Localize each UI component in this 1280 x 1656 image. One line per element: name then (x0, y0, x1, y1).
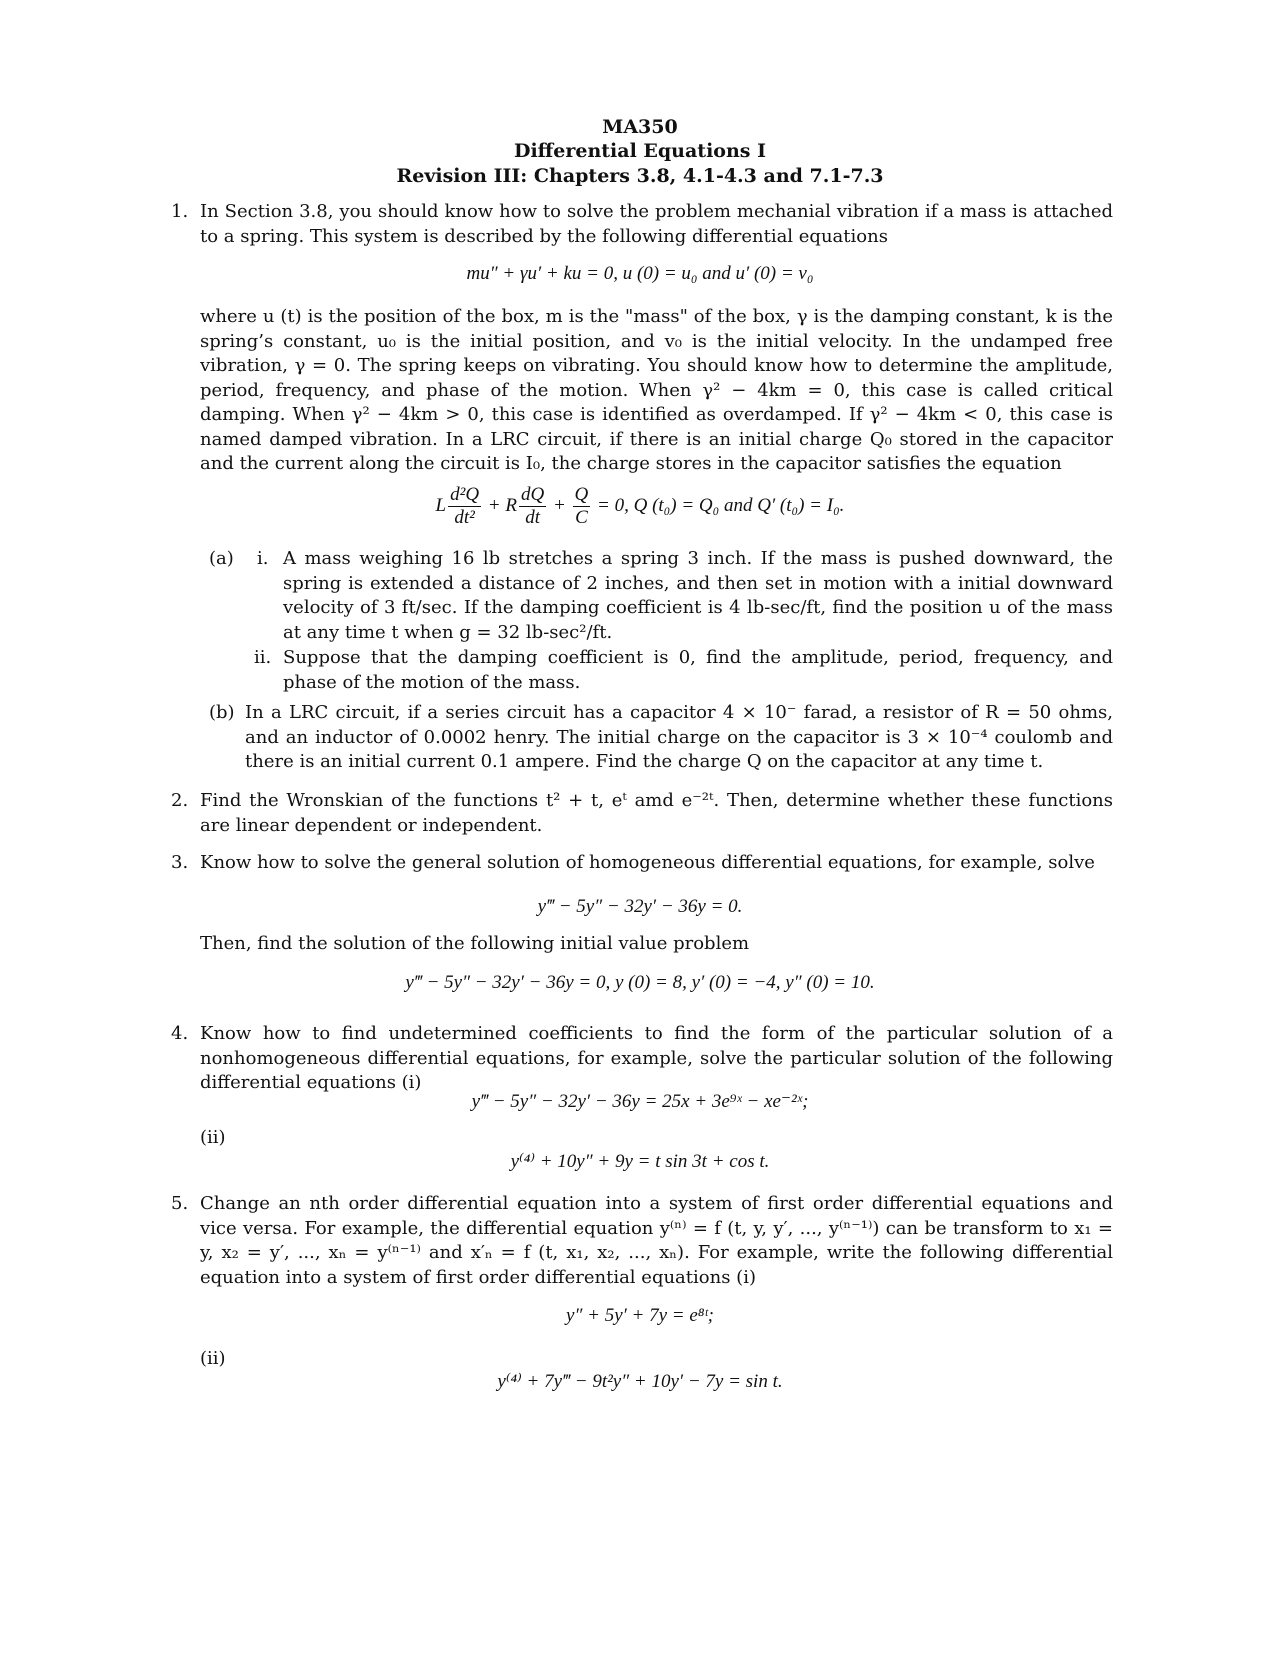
problem-3-equation: y‴ − 5y″ − 32y′ − 36y = 0. (537, 896, 743, 917)
part-a-i-text: A mass weighing 16 lb stretches a spring 3 inch. If the mass is pushed downward, the spring is extended a distance of 2 inches, and then set in motion with a initial downward velocity of 3 ft/sec. If the damping coefficient is 4 lb-sec/ft, find the position u of the mass at any time t when g = 32 lb-sec²/ft. (283, 548, 1113, 643)
frac-denominator: C (575, 507, 588, 528)
problem-5-text: Change an nth order differential equation into a system of first order differential equations and vice versa. For example, the differential equation y⁽ⁿ⁾ = f (t, y, y′, ..., y⁽ⁿ⁻¹⁾) can be transform to x₁ = y, x₂ = y′, ..., xₙ = y⁽ⁿ⁻¹⁾ and x′ₙ = f (t, x₁, x₂, ..., xₙ). For example, write the following differential equation into a system of first order differential equations (i) (200, 1193, 1113, 1288)
lrc-second-derivative (448, 484, 481, 529)
problem-1-number: 1. (171, 201, 189, 222)
problem-1-vibration-equation: mu″ + γu′ + ku = 0, u (0) = u₀ and u′ (0) = v₀ (466, 263, 814, 284)
problem-3-ivp-equation: y‴ − 5y″ − 32y′ − 36y = 0, y (0) = 8, y′ (0) = −4, y″ (0) = 10. (405, 972, 875, 993)
part-b-text: In a LRC circuit, if a series circuit has a capacitor 4 × 10⁻ farad, a resistor of R = 50 ohms, and an inductor of 0.0002 henry. The initial charge on the capacitor is 3 × 10⁻⁴ coulomb and there is an initial current 0.1 ampere. Find the charge Q on the capacitor at any time t. (245, 702, 1113, 772)
problem-2-number: 2. (171, 790, 189, 811)
lrc-first-derivative (519, 484, 546, 529)
course-code: MA350 (602, 116, 678, 138)
part-a-ii-text: Suppose that the damping coefficient is 0, find the amplitude, period, frequency, and phase of the motion of the mass. (283, 647, 1113, 693)
frac-numerator: dQ (520, 484, 545, 505)
problem-3-number: 3. (171, 852, 189, 873)
frac-numerator: d²Q (450, 484, 480, 505)
problem-2-text: Find the Wronskian of the functions t² + t, eᵗ amd e⁻²ᵗ. Then, determine whether these functions are linear dependent or independent. (200, 790, 1113, 836)
lrc-plus-R: + R (487, 494, 517, 516)
problem-4-equation-ii: y⁽⁴⁾ + 10y″ + 9y = t sin 3t + cos t. (510, 1151, 770, 1172)
lrc-tail: = 0, Q (t₀) = Q₀ and Q′ (t₀) = I₀. (597, 494, 845, 516)
part-b-label: (b) (209, 702, 235, 723)
part-a-ii-label: ii. (254, 647, 272, 668)
frac-numerator: Q (574, 484, 589, 505)
problem-5-equation-i: y″ + 5y′ + 7y = e⁸ᵗ; (566, 1305, 714, 1326)
lrc-L: L (435, 494, 447, 516)
course-title: Differential Equations I (513, 140, 766, 162)
lrc-plus: + (552, 494, 566, 516)
problem-3-then: Then, find the solution of the following initial value problem (200, 933, 750, 954)
lrc-capacitor-term (573, 484, 591, 529)
problem-3-text: Know how to solve the general solution of homogeneous differential equations, for example, solve (200, 852, 1095, 873)
frac-denominator: dt² (454, 507, 475, 528)
problem-1-body: where u (t) is the position of the box, m is the "mass" of the box, γ is the damping constant, k is the spring’s constant, u₀ is the initial position, and v₀ is the initial velocity. In the undamped free vibration, γ = 0. The spring keeps on vibrating. You should know how to determine the amplitude, period, frequency, and phase of the motion. When γ² − 4km = 0, this case is called critical damping. When γ² − 4km > 0, this case is identified as overdamped. If γ² − 4km < 0, this case is named damped vibration. In a LRC circuit, if there is an initial charge Q₀ stored in the capacitor and the current along the circuit is I₀, the charge stores in the capacitor satisfies the equation (200, 306, 1113, 474)
frac-denominator: dt (525, 507, 540, 528)
part-a-i-label: i. (257, 548, 269, 569)
problem-4-ii-label: (ii) (200, 1127, 226, 1148)
problem-4-equation-i: y‴ − 5y″ − 32y′ − 36y = 25x + 3e⁹ˣ − xe⁻²ˣ; (471, 1091, 809, 1112)
problem-5-ii-label: (ii) (200, 1348, 226, 1369)
problem-5-equation-ii: y⁽⁴⁾ + 7y‴ − 9t²y″ + 10y′ − 7y = sin t. (497, 1371, 783, 1392)
part-a-label: (a) (209, 548, 234, 569)
problem-1-lrc-equation (0, 484, 1280, 529)
problem-4-text: Know how to find undetermined coefficients to find the form of the particular solution of a nonhomogeneous differential equations, for example, solve the particular solution of the following differential equations (i) (200, 1023, 1113, 1093)
problem-5-number: 5. (171, 1193, 189, 1214)
problem-4-number: 4. (171, 1023, 189, 1044)
problem-1-intro: In Section 3.8, you should know how to solve the problem mechanial vibration if a mass is attached to a spring. This system is described by the following differential equations (200, 201, 1113, 247)
revision-title: Revision III: Chapters 3.8, 4.1-4.3 and 7.1-7.3 (396, 165, 884, 187)
